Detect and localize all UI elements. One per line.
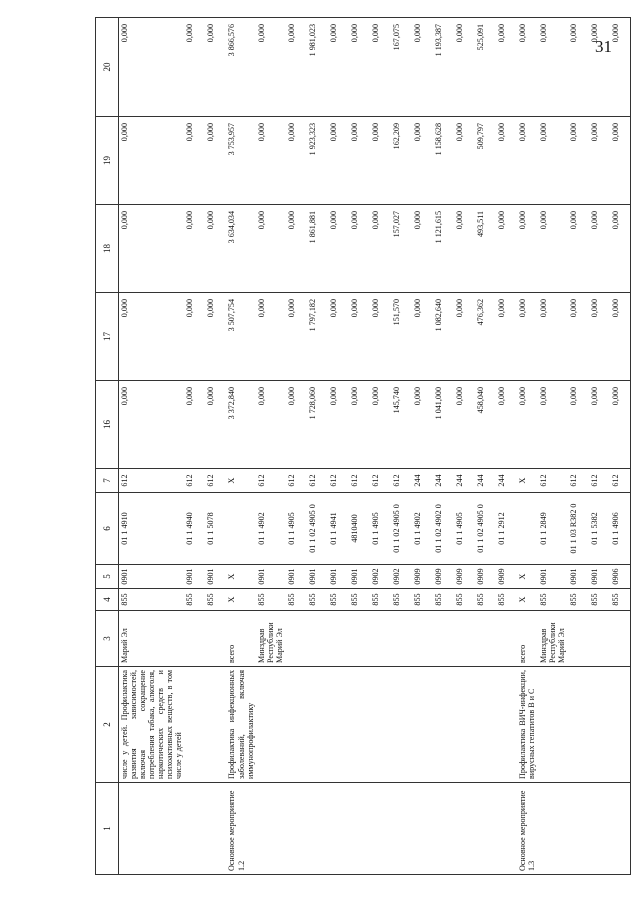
target-article-cell: 01 1 02 4905 0 xyxy=(475,493,496,565)
amount-cell: 0,000 xyxy=(205,381,226,469)
gov-code-cell: 855 xyxy=(286,589,307,611)
target-article-cell: 01 1 4902 xyxy=(256,493,286,565)
amount-cell: 0,000 xyxy=(184,293,205,381)
event-description-cell xyxy=(496,667,517,783)
amount-cell: 0,000 xyxy=(496,205,517,293)
expense-type-cell: 612 xyxy=(610,469,631,493)
amount-cell: 0,000 xyxy=(328,18,349,117)
amount-cell: 0,000 xyxy=(412,205,433,293)
event-name-cell xyxy=(391,783,412,875)
amount-cell: 0,000 xyxy=(454,205,475,293)
expense-type-cell: 612 xyxy=(589,469,610,493)
amount-cell: 0,000 xyxy=(517,18,538,117)
target-article-cell: 01 1 5382 xyxy=(589,493,610,565)
amount-cell: 1 193,387 xyxy=(433,18,454,117)
amount-cell: 0,000 xyxy=(412,117,433,205)
section-code-cell: 0909 xyxy=(433,565,454,589)
table-row xyxy=(391,18,412,875)
section-code-cell: 0901 xyxy=(568,565,589,589)
table-row xyxy=(328,18,349,875)
event-description-cell xyxy=(475,667,496,783)
section-code-cell: 0901 xyxy=(286,565,307,589)
amount-cell: 0,000 xyxy=(184,18,205,117)
target-article-cell: 01 1 4905 xyxy=(370,493,391,565)
gov-code-cell: 855 xyxy=(205,589,226,611)
amount-cell: 0,000 xyxy=(517,117,538,205)
column-header: 3 xyxy=(96,611,119,667)
executor-cell: Минздрав Республики Марий Эл xyxy=(538,611,568,667)
section-code-cell: 0902 xyxy=(370,565,391,589)
event-description-cell xyxy=(589,667,610,783)
amount-cell: 0,000 xyxy=(256,205,286,293)
event-name-cell: Основное мероприятие 1.3 xyxy=(517,783,538,875)
target-article-cell: 01 1 4905 xyxy=(286,493,307,565)
expense-type-cell: 612 xyxy=(370,469,391,493)
amount-cell: 0,000 xyxy=(496,381,517,469)
amount-cell: 0,000 xyxy=(370,205,391,293)
executor-cell xyxy=(286,611,307,667)
executor-cell xyxy=(589,611,610,667)
section-code-cell: Х xyxy=(226,565,255,589)
amount-cell: 0,000 xyxy=(370,381,391,469)
table-row xyxy=(370,18,391,875)
amount-cell: 0,000 xyxy=(538,117,568,205)
amount-cell: 1 158,628 xyxy=(433,117,454,205)
table-body xyxy=(119,18,631,875)
executor-cell xyxy=(205,611,226,667)
amount-cell: 0,000 xyxy=(119,205,185,293)
table-row xyxy=(349,18,370,875)
target-article-cell: 01 1 2849 xyxy=(538,493,568,565)
expense-type-cell: 612 xyxy=(307,469,328,493)
target-article-cell: 01 1 02 4905 0 xyxy=(307,493,328,565)
amount-cell: 0,000 xyxy=(538,293,568,381)
gov-code-cell: 855 xyxy=(370,589,391,611)
column-header: 19 xyxy=(96,117,119,205)
event-name-cell xyxy=(412,783,433,875)
amount-cell: 0,000 xyxy=(328,381,349,469)
amount-cell: 0,000 xyxy=(589,117,610,205)
section-code-cell: 0901 xyxy=(538,565,568,589)
amount-cell: 3 866,576 xyxy=(226,18,255,117)
table-row xyxy=(119,18,185,875)
amount-cell: 167,075 xyxy=(391,18,412,117)
event-description-cell xyxy=(454,667,475,783)
amount-cell: 0,000 xyxy=(538,205,568,293)
event-description-cell xyxy=(568,667,589,783)
gov-code-cell: Х xyxy=(517,589,538,611)
expense-type-cell: 244 xyxy=(454,469,475,493)
section-code-cell: 0909 xyxy=(475,565,496,589)
amount-cell: 0,000 xyxy=(286,205,307,293)
column-header: 5 xyxy=(96,565,119,589)
target-article-cell: 4810400 xyxy=(349,493,370,565)
amount-cell: 0,000 xyxy=(184,205,205,293)
amount-cell: 0,000 xyxy=(349,205,370,293)
event-name-cell xyxy=(433,783,454,875)
event-name-cell xyxy=(475,783,496,875)
amount-cell: 0,000 xyxy=(454,381,475,469)
expense-type-cell: 612 xyxy=(349,469,370,493)
page-number: 31 xyxy=(595,37,612,56)
executor-cell: всего xyxy=(226,611,255,667)
event-description-cell xyxy=(307,667,328,783)
amount-cell: 0,000 xyxy=(517,293,538,381)
event-name-cell xyxy=(610,783,631,875)
executor-cell: всего xyxy=(517,611,538,667)
amount-cell: 0,000 xyxy=(370,18,391,117)
amount-cell: 0,000 xyxy=(119,18,185,117)
executor-cell: Марий Эл xyxy=(119,611,185,667)
amount-cell: 1 981,023 xyxy=(307,18,328,117)
gov-code-cell: 855 xyxy=(454,589,475,611)
column-header: 1 xyxy=(96,783,119,875)
amount-cell: 0,000 xyxy=(256,18,286,117)
amount-cell: 1 041,000 xyxy=(433,381,454,469)
table-row xyxy=(286,18,307,875)
rotated-table-container xyxy=(95,24,630,875)
amount-cell: 0,000 xyxy=(538,18,568,117)
event-name-cell xyxy=(256,783,286,875)
section-code-cell: 0901 xyxy=(256,565,286,589)
section-code-cell: 0909 xyxy=(496,565,517,589)
section-code-cell: 0909 xyxy=(454,565,475,589)
expense-type-cell: 612 xyxy=(119,469,185,493)
expense-type-cell: 244 xyxy=(412,469,433,493)
amount-cell: 458,040 xyxy=(475,381,496,469)
amount-cell: 0,000 xyxy=(454,117,475,205)
column-header: 2 xyxy=(96,667,119,783)
amount-cell: 493,511 xyxy=(475,205,496,293)
amount-cell: 145,740 xyxy=(391,381,412,469)
gov-code-cell: 855 xyxy=(256,589,286,611)
amount-cell: 0,000 xyxy=(205,293,226,381)
amount-cell: 0,000 xyxy=(496,18,517,117)
event-description-cell xyxy=(256,667,286,783)
amount-cell: 3 753,957 xyxy=(226,117,255,205)
amount-cell: 0,000 xyxy=(454,293,475,381)
amount-cell: 1 728,060 xyxy=(307,381,328,469)
table-row xyxy=(433,18,454,875)
amount-cell: 0,000 xyxy=(256,293,286,381)
gov-code-cell: 855 xyxy=(568,589,589,611)
amount-cell: 0,000 xyxy=(370,117,391,205)
expense-type-cell: 612 xyxy=(391,469,412,493)
amount-cell: 1 861,881 xyxy=(307,205,328,293)
target-article-cell: 01 1 2912 xyxy=(496,493,517,565)
target-article-cell: 01 1 5078 xyxy=(205,493,226,565)
amount-cell: 0,000 xyxy=(496,293,517,381)
gov-code-cell: 855 xyxy=(119,589,185,611)
amount-cell: 0,000 xyxy=(349,293,370,381)
section-code-cell: 0902 xyxy=(391,565,412,589)
event-description-cell xyxy=(391,667,412,783)
amount-cell: 0,000 xyxy=(205,117,226,205)
executor-cell xyxy=(610,611,631,667)
expense-type-cell: 244 xyxy=(433,469,454,493)
amount-cell: 0,000 xyxy=(589,18,610,117)
amount-cell: 0,000 xyxy=(610,117,631,205)
gov-code-cell: 855 xyxy=(589,589,610,611)
target-article-cell: 01 1 4940 xyxy=(184,493,205,565)
amount-cell: 0,000 xyxy=(517,205,538,293)
event-description-cell xyxy=(205,667,226,783)
amount-cell: 0,000 xyxy=(256,117,286,205)
event-description-cell xyxy=(328,667,349,783)
column-header: 16 xyxy=(96,381,119,469)
column-header: 4 xyxy=(96,589,119,611)
section-code-cell: Х xyxy=(517,565,538,589)
amount-cell: 0,000 xyxy=(454,18,475,117)
event-name-cell xyxy=(349,783,370,875)
amount-cell: 0,000 xyxy=(610,205,631,293)
executor-cell xyxy=(412,611,433,667)
gov-code-cell: 855 xyxy=(412,589,433,611)
amount-cell: 1 797,182 xyxy=(307,293,328,381)
amount-cell: 0,000 xyxy=(286,117,307,205)
target-article-cell: 01 1 4906 xyxy=(610,493,631,565)
amount-cell: 0,000 xyxy=(412,381,433,469)
table-row xyxy=(568,18,589,875)
amount-cell: 0,000 xyxy=(568,18,589,117)
executor-cell xyxy=(307,611,328,667)
amount-cell: 0,000 xyxy=(589,381,610,469)
executor-cell xyxy=(370,611,391,667)
gov-code-cell: 855 xyxy=(538,589,568,611)
executor-cell xyxy=(184,611,205,667)
amount-cell: 0,000 xyxy=(370,293,391,381)
amount-cell: 0,000 xyxy=(568,117,589,205)
amount-cell: 1 121,615 xyxy=(433,205,454,293)
amount-cell: 151,570 xyxy=(391,293,412,381)
executor-cell xyxy=(454,611,475,667)
table-row xyxy=(610,18,631,875)
event-name-cell xyxy=(370,783,391,875)
column-header: 18 xyxy=(96,205,119,293)
executor-cell: Минздрав Республики Марий Эл xyxy=(256,611,286,667)
amount-cell: 0,000 xyxy=(119,381,185,469)
amount-cell: 525,091 xyxy=(475,18,496,117)
gov-code-cell: 855 xyxy=(433,589,454,611)
table-row xyxy=(589,18,610,875)
event-name-cell xyxy=(568,783,589,875)
amount-cell: 1 923,323 xyxy=(307,117,328,205)
section-code-cell: 0901 xyxy=(205,565,226,589)
executor-cell xyxy=(433,611,454,667)
amount-cell: 0,000 xyxy=(610,18,631,117)
target-article-cell: 01 1 02 4905 0 xyxy=(391,493,412,565)
table-row xyxy=(205,18,226,875)
amount-cell: 0,000 xyxy=(496,117,517,205)
section-code-cell: 0901 xyxy=(349,565,370,589)
expense-type-cell: 244 xyxy=(496,469,517,493)
gov-code-cell: 855 xyxy=(496,589,517,611)
amount-cell: 0,000 xyxy=(184,117,205,205)
event-description-cell xyxy=(412,667,433,783)
gov-code-cell: Х xyxy=(226,589,255,611)
gov-code-cell: 855 xyxy=(307,589,328,611)
expense-type-cell: 612 xyxy=(328,469,349,493)
table-row xyxy=(184,18,205,875)
event-description-cell xyxy=(184,667,205,783)
budget-table xyxy=(95,17,631,875)
column-header: 7 xyxy=(96,469,119,493)
amount-cell: 0,000 xyxy=(568,381,589,469)
expense-type-cell: 612 xyxy=(538,469,568,493)
event-name-cell xyxy=(119,783,185,875)
target-article-cell xyxy=(517,493,538,565)
amount-cell: 0,000 xyxy=(184,381,205,469)
section-code-cell: 0906 xyxy=(610,565,631,589)
table-row xyxy=(226,18,255,875)
amount-cell: 0,000 xyxy=(568,205,589,293)
expense-type-cell: 244 xyxy=(475,469,496,493)
event-name-cell xyxy=(538,783,568,875)
amount-cell: 476,362 xyxy=(475,293,496,381)
amount-cell: 0,000 xyxy=(286,18,307,117)
event-description-cell xyxy=(286,667,307,783)
amount-cell: 0,000 xyxy=(349,18,370,117)
amount-cell: 3 507,754 xyxy=(226,293,255,381)
gov-code-cell: 855 xyxy=(610,589,631,611)
target-article-cell: 01 1 4910 xyxy=(119,493,185,565)
table-row xyxy=(517,18,538,875)
amount-cell: 157,027 xyxy=(391,205,412,293)
amount-cell: 0,000 xyxy=(568,293,589,381)
table-row xyxy=(538,18,568,875)
event-description-cell xyxy=(349,667,370,783)
amount-cell: 0,000 xyxy=(412,293,433,381)
table-row xyxy=(454,18,475,875)
event-description-cell xyxy=(610,667,631,783)
table-header-row xyxy=(96,18,119,875)
section-code-cell: 0901 xyxy=(307,565,328,589)
target-article-cell: 01 1 03 R382 0 xyxy=(568,493,589,565)
table-row xyxy=(412,18,433,875)
target-article-cell: 01 1 4905 xyxy=(454,493,475,565)
expense-type-cell: 612 xyxy=(256,469,286,493)
expense-type-cell: 612 xyxy=(205,469,226,493)
executor-cell xyxy=(391,611,412,667)
event-name-cell xyxy=(589,783,610,875)
amount-cell: 0,000 xyxy=(256,381,286,469)
gov-code-cell: 855 xyxy=(475,589,496,611)
event-description-cell xyxy=(370,667,391,783)
executor-cell xyxy=(349,611,370,667)
executor-cell xyxy=(568,611,589,667)
amount-cell: 1 082,640 xyxy=(433,293,454,381)
expense-type-cell: Х xyxy=(517,469,538,493)
amount-cell: 0,000 xyxy=(328,205,349,293)
gov-code-cell: 855 xyxy=(328,589,349,611)
section-code-cell: 0901 xyxy=(184,565,205,589)
section-code-cell: 0901 xyxy=(119,565,185,589)
event-name-cell xyxy=(184,783,205,875)
amount-cell: 0,000 xyxy=(328,117,349,205)
section-code-cell: 0901 xyxy=(328,565,349,589)
executor-cell xyxy=(475,611,496,667)
column-header: 6 xyxy=(96,493,119,565)
section-code-cell: 0909 xyxy=(412,565,433,589)
amount-cell: 0,000 xyxy=(119,293,185,381)
event-description-cell xyxy=(433,667,454,783)
executor-cell xyxy=(496,611,517,667)
table-row xyxy=(496,18,517,875)
column-header: 17 xyxy=(96,293,119,381)
amount-cell: 0,000 xyxy=(205,18,226,117)
executor-cell xyxy=(328,611,349,667)
target-article-cell xyxy=(226,493,255,565)
amount-cell: 0,000 xyxy=(286,381,307,469)
amount-cell: 0,000 xyxy=(610,293,631,381)
table-row xyxy=(256,18,286,875)
target-article-cell: 01 1 4941 xyxy=(328,493,349,565)
gov-code-cell: 855 xyxy=(391,589,412,611)
event-description-cell: Профилактика инфекционных заболеваний, включая иммунопрофилактику xyxy=(226,667,255,783)
event-name-cell xyxy=(286,783,307,875)
target-article-cell: 01 1 4902 xyxy=(412,493,433,565)
amount-cell: 3 372,840 xyxy=(226,381,255,469)
amount-cell: 0,000 xyxy=(286,293,307,381)
amount-cell: 0,000 xyxy=(589,293,610,381)
table-row xyxy=(307,18,328,875)
amount-cell: 0,000 xyxy=(119,117,185,205)
event-description-cell: Профилактика ВИЧ-инфекции, вирусных гепатитов В и С xyxy=(517,667,538,783)
amount-cell: 0,000 xyxy=(349,117,370,205)
amount-cell: 0,000 xyxy=(517,381,538,469)
event-name-cell xyxy=(205,783,226,875)
amount-cell: 0,000 xyxy=(412,18,433,117)
expense-type-cell: 612 xyxy=(286,469,307,493)
column-header: 20 xyxy=(96,18,119,117)
event-name-cell: Основное мероприятие 1.2 xyxy=(226,783,255,875)
expense-type-cell: 612 xyxy=(184,469,205,493)
section-code-cell: 0901 xyxy=(589,565,610,589)
amount-cell: 0,000 xyxy=(349,381,370,469)
event-description-cell xyxy=(538,667,568,783)
event-name-cell xyxy=(496,783,517,875)
target-article-cell: 01 1 02 4902 0 xyxy=(433,493,454,565)
amount-cell: 509,797 xyxy=(475,117,496,205)
event-description-cell: числе у детей. Профилактика развития зависимостей, включая сокращение потребления табака, алкоголя, наркотических средств и психоактивных веществ, в том числе у детей xyxy=(119,667,185,783)
expense-type-cell: Х xyxy=(226,469,255,493)
amount-cell: 0,000 xyxy=(538,381,568,469)
amount-cell: 0,000 xyxy=(589,205,610,293)
amount-cell: 0,000 xyxy=(205,205,226,293)
event-name-cell xyxy=(307,783,328,875)
expense-type-cell: 612 xyxy=(568,469,589,493)
amount-cell: 3 634,034 xyxy=(226,205,255,293)
amount-cell: 0,000 xyxy=(610,381,631,469)
event-name-cell xyxy=(454,783,475,875)
gov-code-cell: 855 xyxy=(349,589,370,611)
event-name-cell xyxy=(328,783,349,875)
table-row xyxy=(475,18,496,875)
gov-code-cell: 855 xyxy=(184,589,205,611)
amount-cell: 0,000 xyxy=(328,293,349,381)
amount-cell: 162,209 xyxy=(391,117,412,205)
